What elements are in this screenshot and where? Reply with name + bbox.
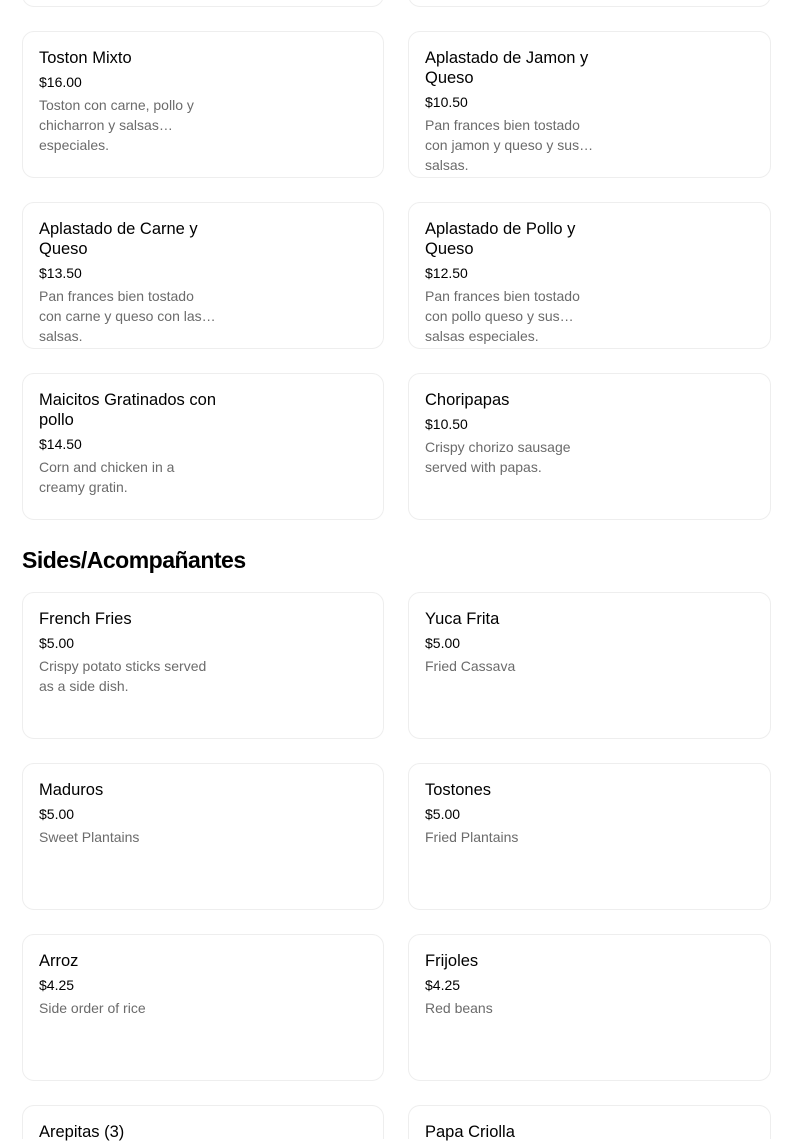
menu-item-price: $14.50 xyxy=(39,436,82,452)
menu-item-name: Aplastado de Carne y Queso xyxy=(39,220,198,258)
menu-item-name: Aplastado de Jamon y Queso xyxy=(425,49,589,87)
menu-item-name: Toston Mixto xyxy=(39,49,132,67)
menu-item-price: $5.00 xyxy=(425,806,461,822)
menu-item-description: Pan frances bien tostado con pollo queso y sus salsas especiales. xyxy=(425,288,580,344)
menu-item-price: $4.25 xyxy=(39,977,75,993)
menu-item-name: Tostones xyxy=(425,781,492,799)
menu-item-price: $5.00 xyxy=(425,635,461,651)
menu-item-card[interactable] xyxy=(22,592,384,739)
menu-item-card[interactable] xyxy=(408,373,771,520)
menu-item-price: $10.50 xyxy=(425,94,468,110)
menu-item-card[interactable] xyxy=(22,31,384,178)
menu-item-card[interactable] xyxy=(408,31,771,178)
menu-item-price: $12.50 xyxy=(425,265,468,281)
menu-item-name: Arroz xyxy=(39,952,79,970)
menu-item-description: Side order of rice xyxy=(39,1000,146,1016)
menu-item-description: Toston con carne, pollo y chicharron y salsas especiales. xyxy=(39,97,194,153)
menu-item-description: Fried Cassava xyxy=(425,658,516,674)
menu-item-name: Frijoles xyxy=(425,952,479,970)
menu-item-price: $16.00 xyxy=(39,74,82,90)
menu-item-name: Choripapas xyxy=(425,391,510,409)
menu-item-name: Maduros xyxy=(39,781,104,799)
menu-item-name: Papa Criolla xyxy=(425,1123,515,1141)
menu-item-card[interactable] xyxy=(22,763,384,910)
menu-item-card-partial[interactable] xyxy=(408,0,771,7)
menu-item-name: Arepitas (3) xyxy=(39,1123,125,1141)
section-title: Sides/Acompañantes xyxy=(22,547,246,573)
menu-item-name: French Fries xyxy=(39,610,132,628)
menu-item-description: Pan frances bien tostado con carne y queso con las salsas. xyxy=(39,288,202,344)
menu-item-description: Corn and chicken in a creamy gratin. xyxy=(39,459,175,495)
menu-item-description: Fried Plantains xyxy=(425,829,519,845)
menu-item-card[interactable] xyxy=(22,934,384,1081)
menu-item-description: Sweet Plantains xyxy=(39,829,140,845)
menu-item-name: Maicitos Gratinados con pollo xyxy=(39,391,216,429)
menu-item-description: Red beans xyxy=(425,1000,493,1016)
menu-item-card[interactable] xyxy=(22,202,384,349)
menu-item-name: Aplastado de Pollo y Queso xyxy=(425,220,576,258)
menu-item-card[interactable] xyxy=(408,202,771,349)
menu-item-description: Crispy potato sticks served as a side dish. xyxy=(39,658,207,694)
menu-item-card[interactable] xyxy=(408,763,771,910)
menu-item-description: Pan frances bien tostado con jamon y queso y sus salsas. xyxy=(425,117,580,173)
menu-item-card[interactable] xyxy=(408,592,771,739)
menu-item-card[interactable] xyxy=(408,934,771,1081)
menu-item-price: $13.50 xyxy=(39,265,82,281)
menu-item-card[interactable] xyxy=(22,1105,384,1139)
menu-item-card[interactable] xyxy=(22,373,384,520)
menu-item-price: $4.25 xyxy=(425,977,461,993)
menu-item-card[interactable] xyxy=(408,1105,771,1139)
menu-item-description: Crispy chorizo sausage served with papas. xyxy=(425,439,571,475)
menu-item-card-partial[interactable] xyxy=(22,0,384,7)
menu-item-price: $5.00 xyxy=(39,635,75,651)
menu-item-name: Yuca Frita xyxy=(425,610,500,628)
menu-item-price: $10.50 xyxy=(425,416,468,432)
menu-item-price: $5.00 xyxy=(39,806,75,822)
